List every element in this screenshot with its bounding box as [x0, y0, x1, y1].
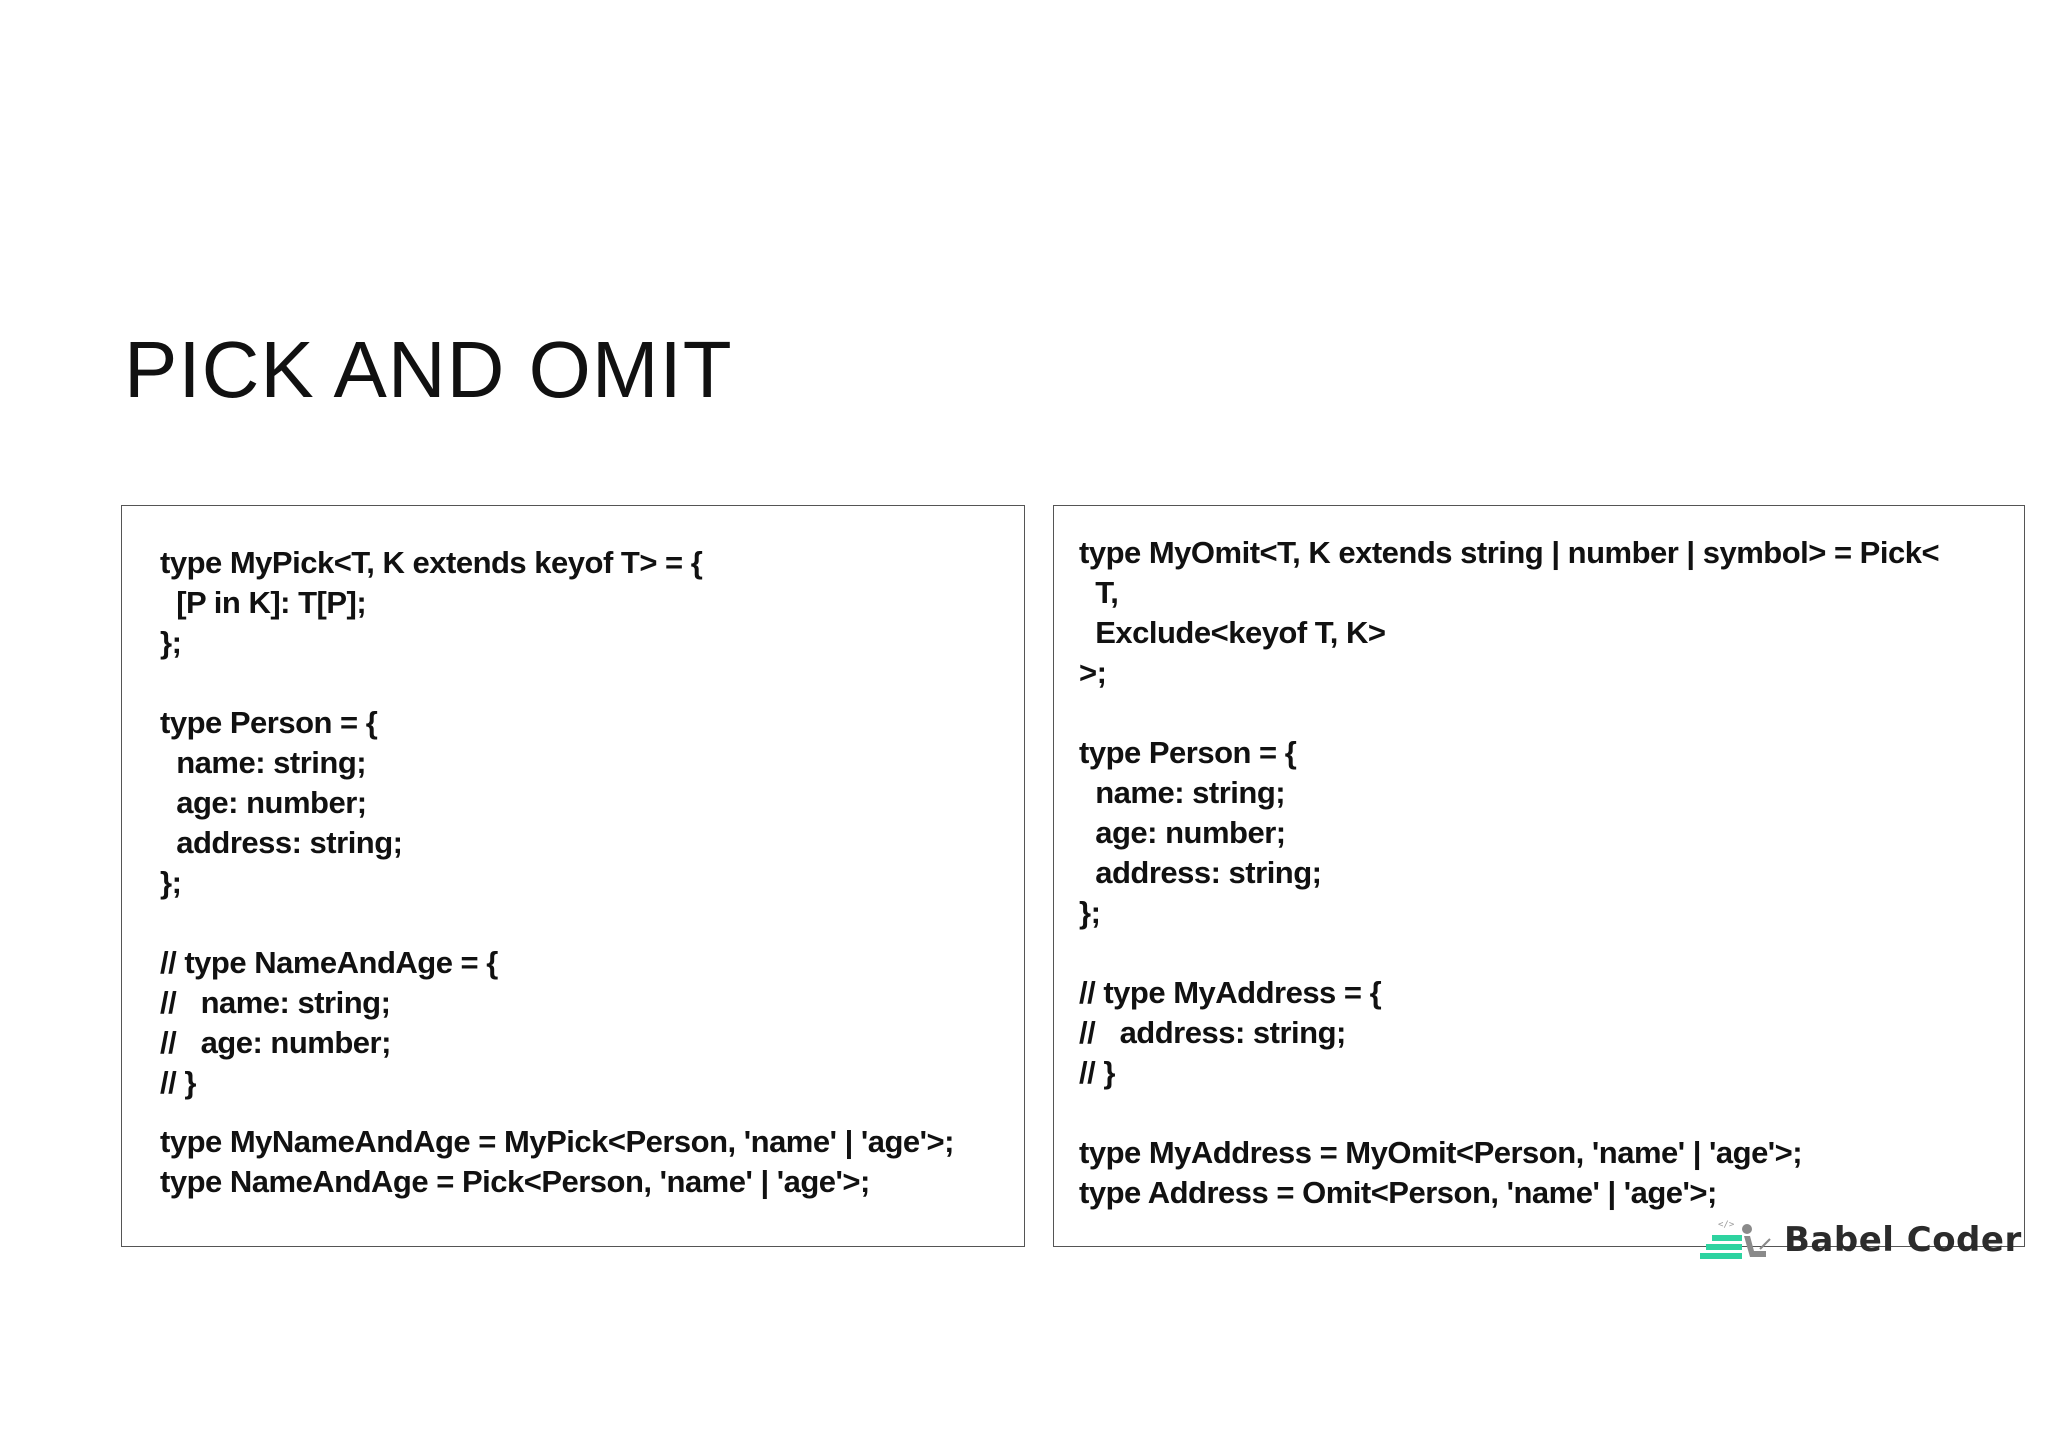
code-line: // }: [1079, 1055, 1115, 1090]
code-line: // type NameAndAge = {: [160, 945, 498, 980]
code-line: type Person = {: [1079, 735, 1297, 770]
code-line: address: string;: [1079, 855, 1322, 890]
code-line: };: [160, 865, 182, 900]
code-line: // type MyAddress = {: [1079, 975, 1382, 1010]
slide-title: PICK AND OMIT: [124, 325, 733, 414]
code-line: age: number;: [1079, 815, 1286, 850]
svg-text:</>: </>: [1718, 1220, 1735, 1230]
code-line: type MyPick<T, K extends keyof T> = {: [160, 545, 703, 580]
code-line: >;: [1079, 655, 1107, 690]
code-line: type MyOmit<T, K extends string | number | symbol> = Pick<: [1079, 535, 1940, 570]
code-line: type MyAddress = MyOmit<Person, 'name' | 'age'>;: [1079, 1135, 1803, 1170]
code-line: name: string;: [1079, 775, 1286, 810]
babel-coder-logo-icon: [1700, 1215, 1774, 1265]
code-line: type Address = Omit<Person, 'name' | 'age'>;: [1079, 1175, 1717, 1210]
babel-coder-logo: [1700, 1215, 2022, 1265]
code-line: name: string;: [160, 745, 367, 780]
logo-text: Babel Coder: [1784, 1220, 2022, 1260]
omit-code-lines: [1054, 506, 2024, 1246]
code-line: // address: string;: [1079, 1015, 1346, 1050]
pick-code-lines: [122, 506, 1024, 1246]
code-line: age: number;: [160, 785, 367, 820]
code-line: };: [160, 625, 182, 660]
code-line: };: [1079, 895, 1101, 930]
code-line: // }: [160, 1065, 196, 1100]
code-line: type MyNameAndAge = MyPick<Person, 'name' | 'age'>;: [160, 1124, 954, 1159]
code-line: Exclude<keyof T, K>: [1079, 615, 1386, 650]
code-line: // name: string;: [160, 985, 391, 1020]
code-line: address: string;: [160, 825, 403, 860]
code-line: // age: number;: [160, 1025, 391, 1060]
code-line: [P in K]: T[P];: [160, 585, 367, 620]
omit-code-box: [1053, 505, 2025, 1247]
code-line: type Person = {: [160, 705, 378, 740]
code-line: type NameAndAge = Pick<Person, 'name' | 'age'>;: [160, 1164, 870, 1199]
pick-code-box: [121, 505, 1025, 1247]
code-line: T,: [1079, 575, 1119, 610]
